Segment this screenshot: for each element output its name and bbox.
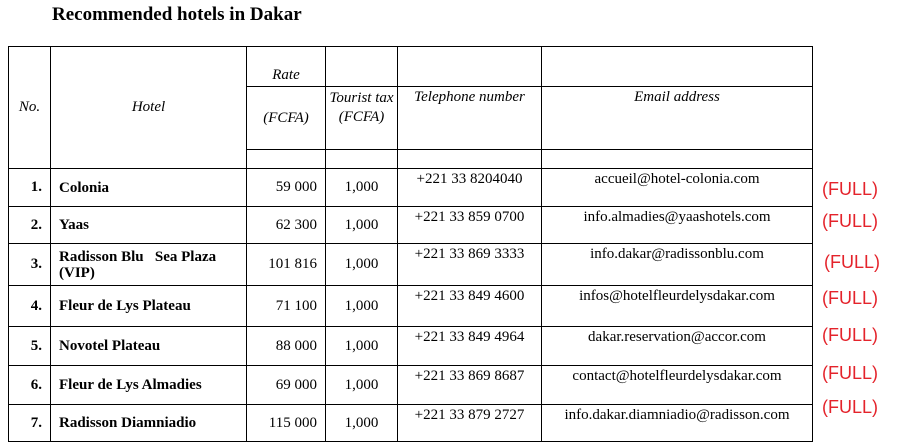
email-address: contact@hotelfleurdelysdakar.com	[542, 366, 813, 405]
hotel-rate: 71 100	[247, 286, 326, 327]
email-address: dakar.reservation@accor.com	[542, 327, 813, 366]
hotel-name: Yaas	[51, 207, 247, 244]
header-rate: Rate	[247, 47, 326, 87]
email-address: info.almadies@yaashotels.com	[542, 207, 813, 244]
full-status-badge: (FULL)	[822, 397, 879, 417]
full-status-badge: (FULL)	[822, 179, 879, 199]
row-number: 5.	[9, 327, 51, 366]
header-row-1	[9, 47, 813, 87]
telephone: +221 33 869 8687	[398, 366, 542, 405]
page-title: Recommended hotels in Dakar	[52, 4, 302, 25]
telephone: +221 33 8204040	[398, 169, 542, 207]
spacer-cell	[542, 150, 813, 169]
telephone: +221 33 869 3333	[398, 244, 542, 286]
header-hotel: Hotel	[51, 47, 247, 169]
telephone: +221 33 859 0700	[398, 207, 542, 244]
full-status-badge: (FULL)	[824, 252, 881, 272]
hotel-rate: 59 000	[247, 169, 326, 207]
email-address: infos@hotelfleurdelysdakar.com	[542, 286, 813, 327]
table-row	[9, 366, 813, 405]
hotel-name: Fleur de Lys Almadies	[51, 366, 247, 405]
full-status-badge: (FULL)	[822, 325, 879, 345]
full-status-badge: (FULL)	[822, 288, 879, 308]
row-number: 6.	[9, 366, 51, 405]
spacer-cell	[326, 150, 398, 169]
hotel-rate: 69 000	[247, 366, 326, 405]
telephone: +221 33 879 2727	[398, 405, 542, 442]
hotel-name: Colonia	[51, 169, 247, 207]
header-email: Email address	[542, 87, 813, 150]
full-status-badge: (FULL)	[822, 211, 879, 231]
tourist-tax: 1,000	[326, 286, 398, 327]
telephone: +221 33 849 4964	[398, 327, 542, 366]
hotel-rate: 115 000	[247, 405, 326, 442]
spacer-cell	[398, 150, 542, 169]
tourist-tax: 1,000	[326, 207, 398, 244]
email-address: info.dakar.diamniadio@radisson.com	[542, 405, 813, 442]
hotel-rate: 88 000	[247, 327, 326, 366]
full-status-badge: (FULL)	[822, 363, 879, 383]
hotels-table	[8, 46, 813, 442]
table-row	[9, 169, 813, 207]
header-tourist-tax: Tourist tax (FCFA)	[326, 87, 398, 150]
table-row	[9, 405, 813, 442]
tourist-tax: 1,000	[326, 327, 398, 366]
hotel-name: Novotel Plateau	[51, 327, 247, 366]
tourist-tax: 1,000	[326, 366, 398, 405]
hotel-name: Fleur de Lys Plateau	[51, 286, 247, 327]
tourist-tax: 1,000	[326, 405, 398, 442]
row-number: 2.	[9, 207, 51, 244]
header-blank-tax	[326, 47, 398, 87]
table-row	[9, 207, 813, 244]
hotel-name: Radisson Diamniadio	[51, 405, 247, 442]
spacer-cell	[247, 150, 326, 169]
hotel-rate: 62 300	[247, 207, 326, 244]
email-address: accueil@hotel-colonia.com	[542, 169, 813, 207]
row-number: 7.	[9, 405, 51, 442]
table-row	[9, 244, 813, 286]
row-number: 4.	[9, 286, 51, 327]
tourist-tax: 1,000	[326, 169, 398, 207]
tourist-tax: 1,000	[326, 244, 398, 286]
header-blank-tel	[398, 47, 542, 87]
row-number: 1.	[9, 169, 51, 207]
header-blank-email	[542, 47, 813, 87]
hotel-name: Radisson Blu Sea Plaza (VIP)	[51, 244, 247, 286]
hotel-rate: 101 816	[247, 244, 326, 286]
telephone: +221 33 849 4600	[398, 286, 542, 327]
header-rate-unit: (FCFA)	[247, 87, 326, 150]
header-no: No.	[9, 47, 51, 169]
row-number: 3.	[9, 244, 51, 286]
header-telephone: Telephone number	[398, 87, 542, 150]
table-row	[9, 327, 813, 366]
email-address: info.dakar@radissonblu.com	[542, 244, 813, 286]
table-row	[9, 286, 813, 327]
